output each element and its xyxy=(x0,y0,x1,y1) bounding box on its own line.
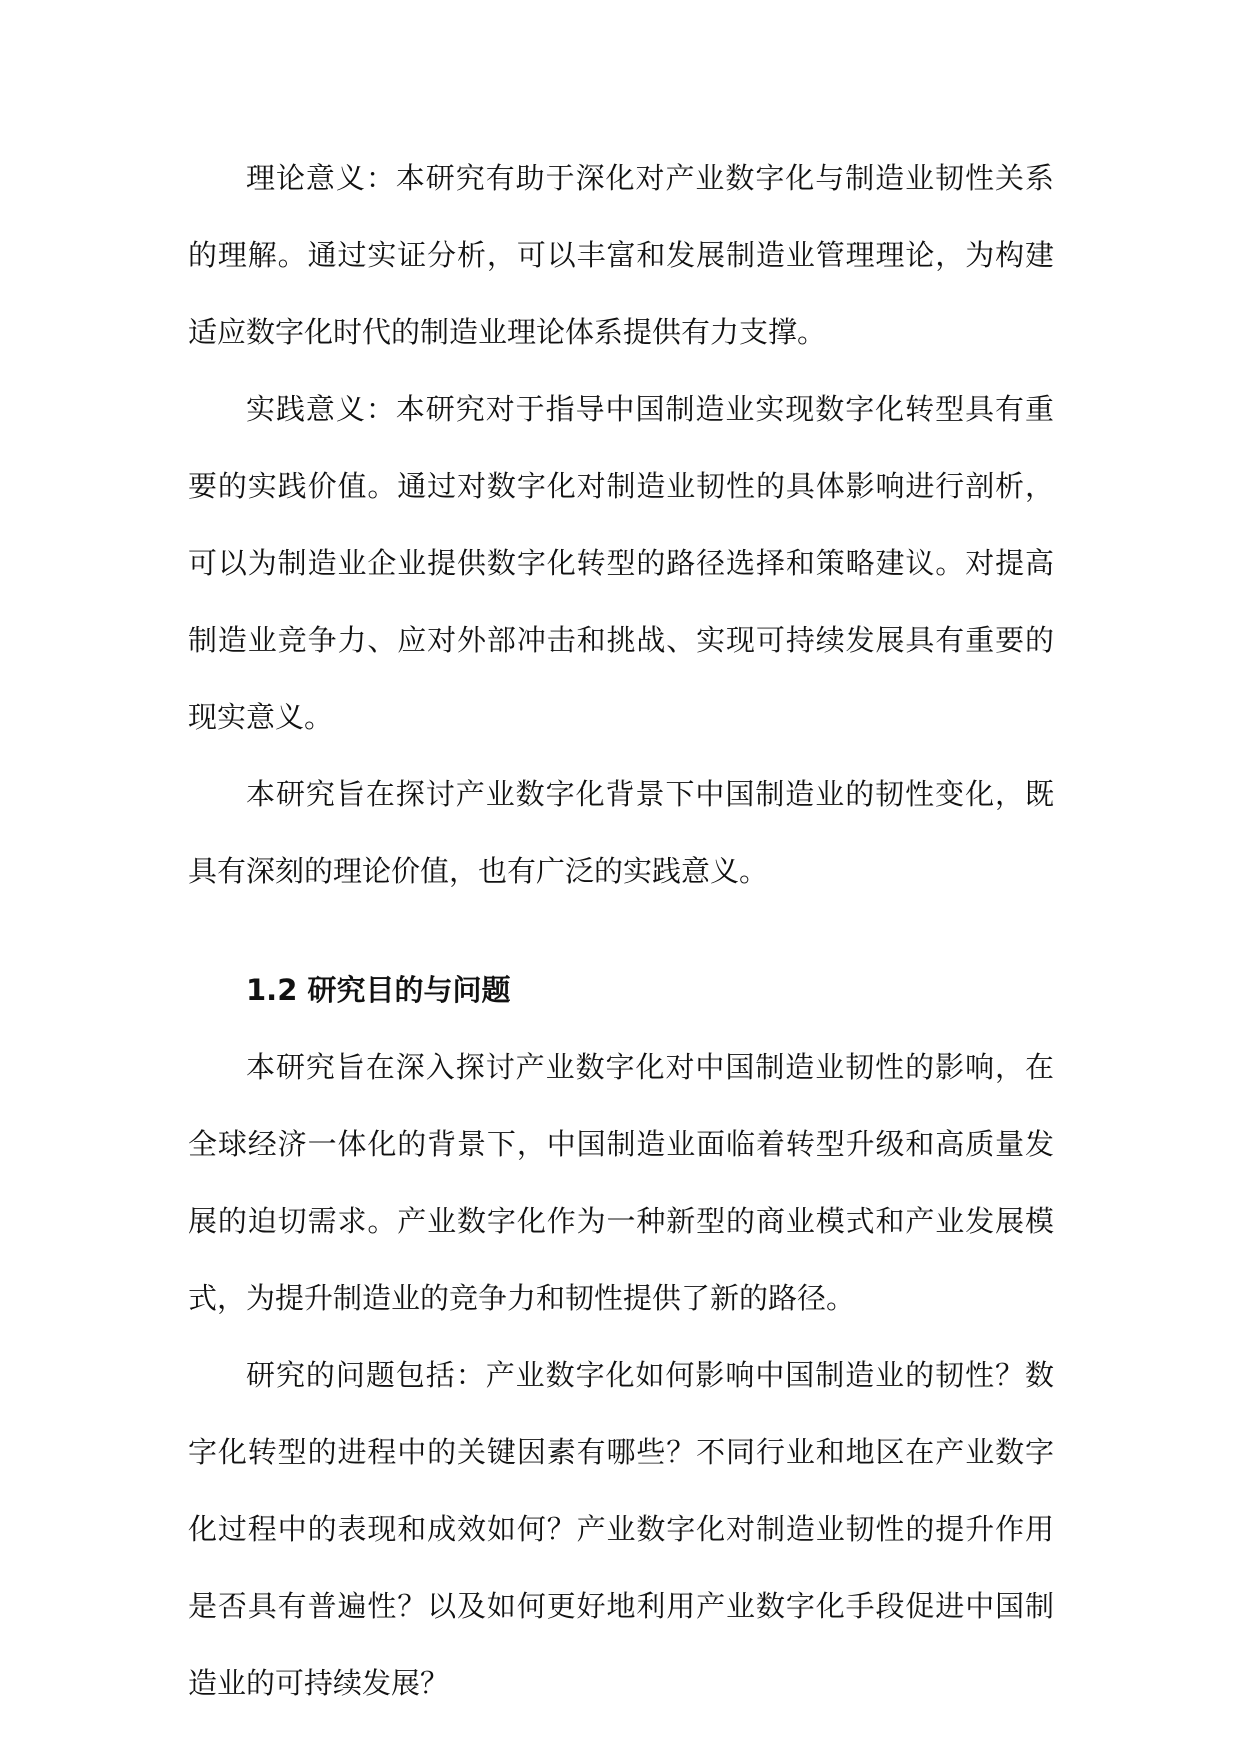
paragraph-research-purpose: 本研究旨在深入探讨产业数字化对中国制造业韧性的影响，在全球经济一体化的背景下，中国制造业面临着转型升级和高质量发展的迫切需求。产业数字化作为一种新型的商业模式和产业发展模式，为提升制造业的竞争力和韧性提供了新的路径。 xyxy=(188,1050,1054,1315)
paragraph-research-summary: 本研究旨在探讨产业数字化背景下中国制造业的韧性变化，既具有深刻的理论价值，也有广泛的实践意义。 xyxy=(188,777,1054,888)
paragraph-research-questions: 研究的问题包括：产业数字化如何影响中国制造业的韧性？数字化转型的进程中的关键因素有哪些？不同行业和地区在产业数字化过程中的表现和成效如何？产业数字化对制造业韧性的提升作用是否具有普遍性？以及如何更好地利用产业数字化手段促进中国制造业的可持续发展？ xyxy=(188,1358,1054,1700)
section-heading: 1.2 研究目的与问题 xyxy=(246,973,511,1007)
paragraph-theoretical-significance: 理论意义：本研究有助于深化对产业数字化与制造业韧性关系的理解。通过实证分析，可以丰富和发展制造业管理理论，为构建适应数字化时代的制造业理论体系提供有力支撑。 xyxy=(188,161,1054,349)
document-body xyxy=(188,140,1054,1722)
paragraph-practical-significance: 实践意义：本研究对于指导中国制造业实现数字化转型具有重要的实践价值。通过对数字化对制造业韧性的具体影响进行剖析，可以为制造业企业提供数字化转型的路径选择和策略建议。对提高制造业竞争力、应对外部冲击和挑战、实现可持续发展具有重要的现实意义。 xyxy=(188,392,1054,734)
